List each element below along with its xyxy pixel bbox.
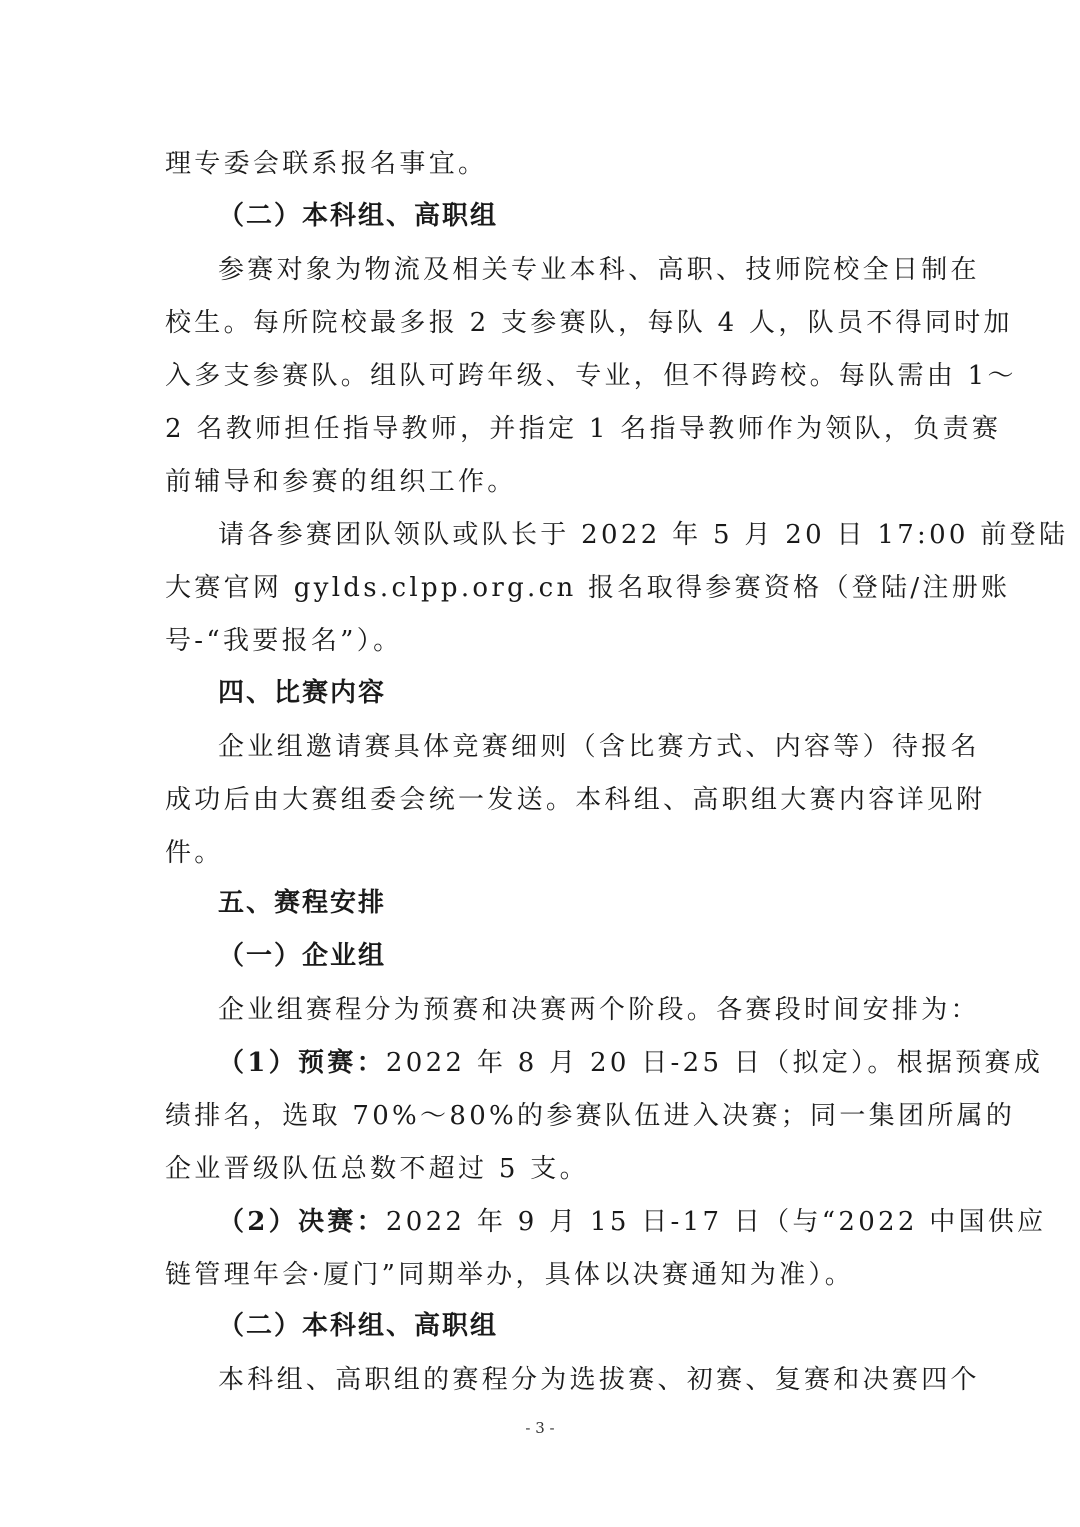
subsection-heading: （一）企业组 [218, 941, 387, 971]
section-heading: （二）本科组、高职组 [218, 201, 499, 231]
section-heading: 五、赛程安排 [218, 888, 387, 918]
body-line: 企业组邀请赛具体竞赛细则（含比赛方式、内容等）待报名 [218, 732, 980, 762]
body-line: 绩排名，选取 70%～80%的参赛队伍进入决赛；同一集团所属的 [165, 1101, 1016, 1131]
item-label: （2）决赛： [218, 1207, 386, 1237]
body-line: 前辅导和参赛的组织工作。 [165, 467, 517, 497]
body-line: 企业晋级队伍总数不超过 5 支。 [165, 1154, 589, 1184]
body-line: 校生。每所院校最多报 2 支参赛队，每队 4 人，队员不得同时加 [165, 308, 1013, 338]
body-line: 请各参赛团队领队或队长于 2022 年 5 月 20 日 17:00 前登陆 [218, 520, 1069, 550]
body-line: 2 名教师担任指导教师，并指定 1 名指导教师作为领队，负责赛 [165, 414, 1002, 444]
body-line: 大赛官网 gylds.clpp.org.cn 报名取得参赛资格（登陆/注册账 [165, 573, 1011, 603]
subsection-heading: （二）本科组、高职组 [218, 1311, 499, 1341]
body-line: 企业组赛程分为预赛和决赛两个阶段。各赛段时间安排为： [218, 995, 980, 1025]
body-line: （1）预赛：2022 年 8 月 20 日-25 日（拟定）。根据预赛成 [218, 1048, 1044, 1078]
page-number: - 3 - [525, 1419, 555, 1437]
body-line: 理专委会联系报名事宜。 [165, 149, 488, 179]
body-line: 链管理年会·厦门”同期举办，具体以决赛通知为准）。 [165, 1260, 855, 1290]
body-line: 参赛对象为物流及相关专业本科、高职、技师院校全日制在 [218, 255, 980, 285]
body-line: 本科组、高职组的赛程分为选拔赛、初赛、复赛和决赛四个 [218, 1365, 980, 1395]
body-line: 成功后由大赛组委会统一发送。本科组、高职组大赛内容详见附 [165, 785, 986, 815]
body-line: 入多支参赛队。组队可跨年级、专业，但不得跨校。每队需由 1～ [165, 361, 1017, 391]
body-line: （2）决赛：2022 年 9 月 15 日-17 日（与“2022 中国供应 [218, 1207, 1047, 1237]
body-line: 号-“我要报名”）。 [165, 626, 403, 656]
body-line: 件。 [165, 838, 224, 868]
item-label: （1）预赛： [218, 1048, 386, 1078]
section-heading: 四、比赛内容 [218, 678, 387, 708]
